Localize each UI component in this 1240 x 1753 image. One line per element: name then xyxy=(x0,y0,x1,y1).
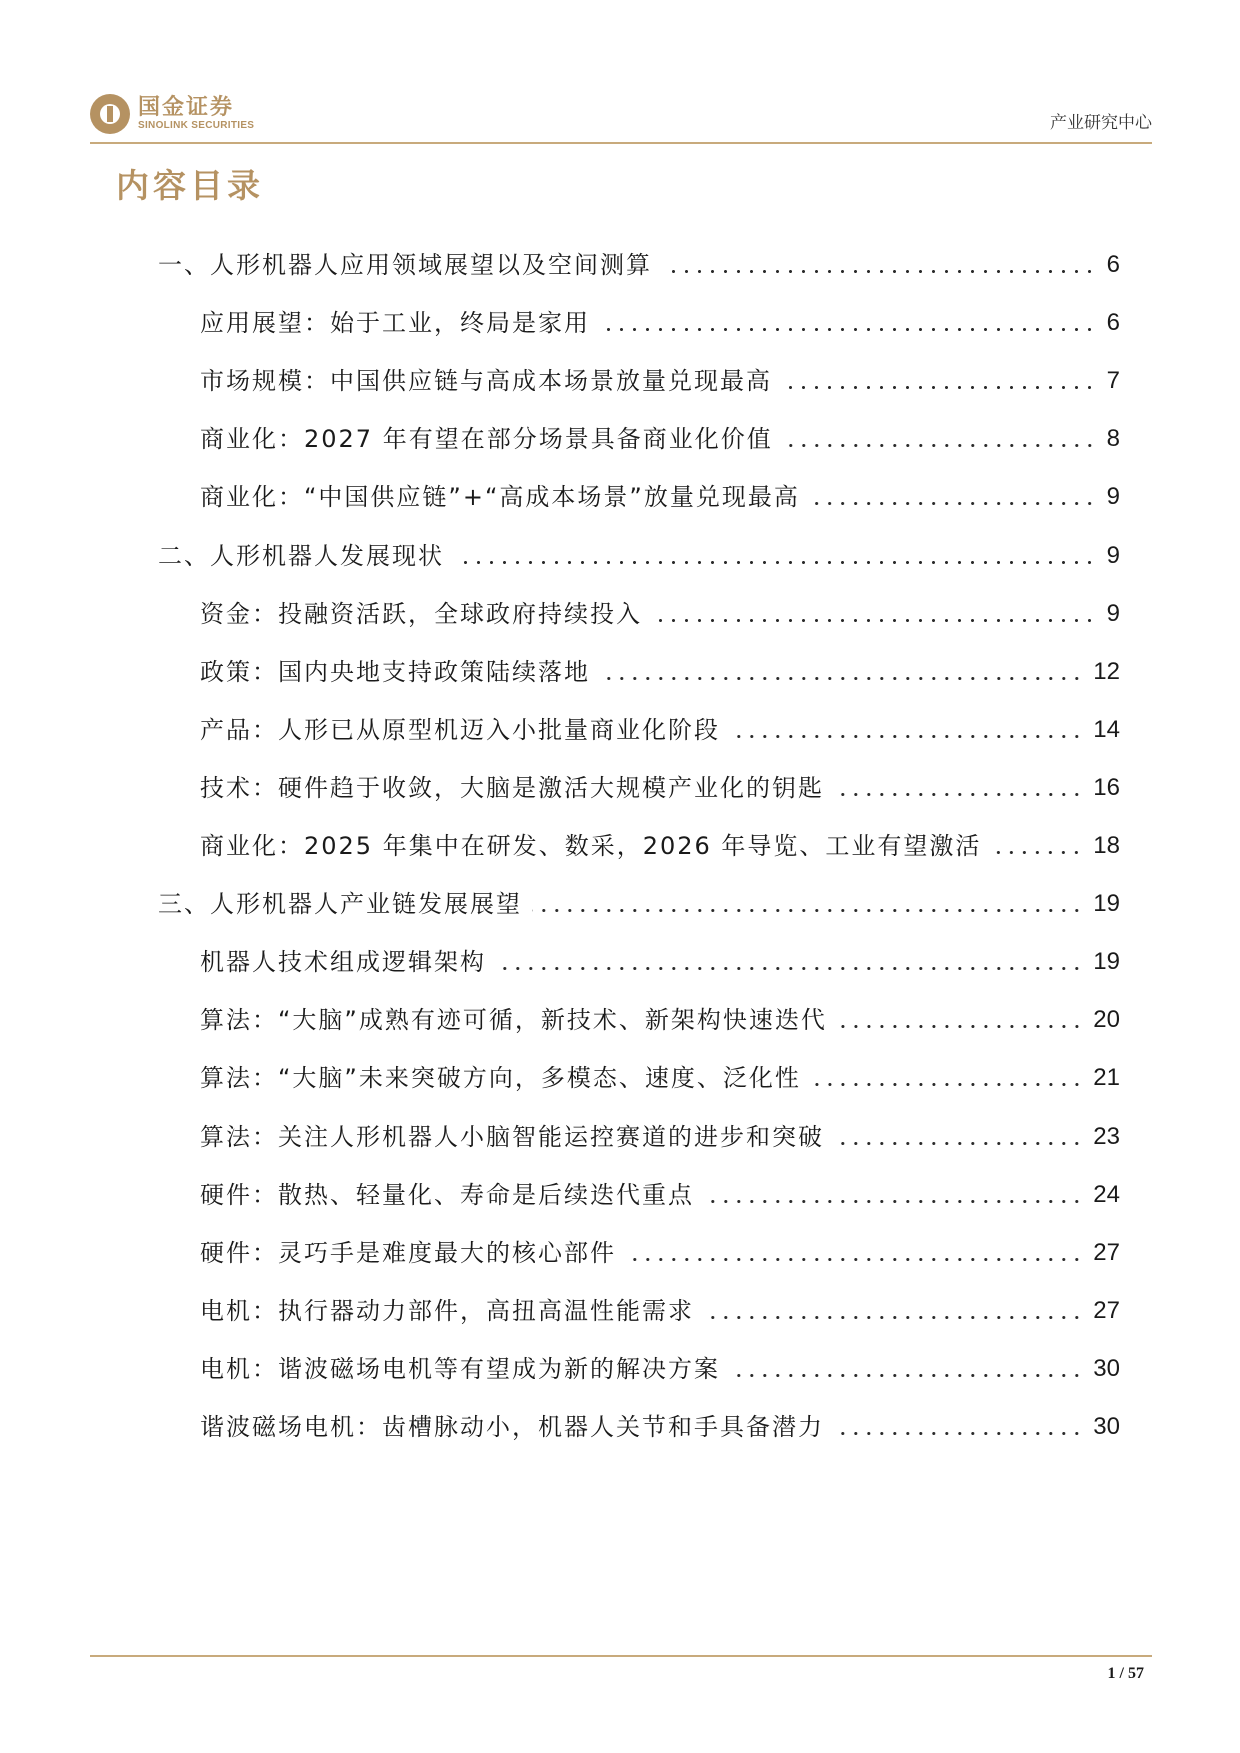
toc-page-number: 12 xyxy=(1093,658,1120,685)
toc-page-number: 21 xyxy=(1093,1064,1120,1091)
toc-page-number: 20 xyxy=(1093,1006,1120,1033)
toc-subsection-entry[interactable] xyxy=(200,1402,1120,1442)
toc-dot-leader xyxy=(454,561,1096,564)
toc-section-entry[interactable] xyxy=(158,531,1120,571)
toc-page-number: 24 xyxy=(1093,1181,1120,1208)
toc-subsection-entry[interactable] xyxy=(200,589,1120,629)
toc-entry-title: 硬件：灵巧手是难度最大的核心部件 xyxy=(200,1239,616,1267)
toc-entry-title: 电机：谐波磁场电机等有望成为新的解决方案 xyxy=(200,1355,720,1383)
toc-entry-title: 商业化：2025 年集中在研发、数采，2026 年导览、工业有望激活 xyxy=(200,832,982,860)
toc-page-number: 9 xyxy=(1106,600,1120,627)
toc-page-number: 30 xyxy=(1093,1355,1120,1382)
toc-entry-title: 三、人形机器人产业链发展展望 xyxy=(158,890,522,918)
toc-subsection-entry[interactable] xyxy=(200,705,1120,745)
footer-divider xyxy=(90,1655,1152,1657)
toc-subsection-entry[interactable] xyxy=(200,821,1120,861)
toc-dot-leader xyxy=(704,1316,1083,1319)
toc-entry-title: 商业化：2027 年有望在部分场景具备商业化价值 xyxy=(200,425,773,453)
toc-page-number: 23 xyxy=(1093,1123,1120,1150)
toc-entry-title: 一、人形机器人应用领域展望以及空间测算 xyxy=(158,251,652,279)
header-divider xyxy=(90,142,1152,144)
toc-entry-title: 政策：国内央地支持政策陆续落地 xyxy=(200,658,590,686)
logo-english-name: SINOLINK SECURITIES xyxy=(138,120,255,131)
toc-dot-leader xyxy=(652,619,1096,622)
toc-subsection-entry[interactable] xyxy=(200,647,1120,687)
toc-dot-leader xyxy=(991,851,1083,854)
toc-subsection-entry[interactable] xyxy=(200,1112,1120,1152)
toc-subsection-entry[interactable] xyxy=(200,1286,1120,1326)
toc-title: 内容目录 xyxy=(116,166,264,205)
toc-entry-title: 市场规模：中国供应链与高成本场景放量兑现最高 xyxy=(200,367,772,395)
toc-page-number: 30 xyxy=(1093,1413,1120,1440)
logo-emblem-icon xyxy=(90,94,130,134)
toc-subsection-entry[interactable] xyxy=(200,414,1120,454)
toc-entry-title: 谐波磁场电机：齿槽脉动小，机器人关节和手具备潜力 xyxy=(200,1413,824,1441)
toc-subsection-entry[interactable] xyxy=(200,356,1120,396)
toc-page-number: 9 xyxy=(1106,542,1120,569)
toc-dot-leader xyxy=(600,677,1083,680)
toc-page-number: 9 xyxy=(1106,483,1120,510)
toc-page-number: 16 xyxy=(1093,774,1120,801)
toc-page-number: 18 xyxy=(1093,832,1120,859)
toc-entry-title: 电机：执行器动力部件，高扭高温性能需求 xyxy=(200,1297,694,1325)
toc-dot-leader xyxy=(834,1142,1083,1145)
toc-section-entry[interactable] xyxy=(158,240,1120,280)
toc-dot-leader xyxy=(704,1200,1083,1203)
toc-subsection-entry[interactable] xyxy=(200,298,1120,338)
toc-dot-leader xyxy=(626,1258,1083,1261)
logo-chinese-name: 国金证券 xyxy=(138,95,235,120)
toc-dot-leader xyxy=(834,793,1083,796)
toc-dot-leader xyxy=(532,909,1083,912)
toc-section-entry[interactable] xyxy=(158,879,1120,919)
toc-page-number: 6 xyxy=(1106,309,1120,336)
toc-entry-title: 算法：“大脑”成熟有迹可循，新技术、新架构快速迭代 xyxy=(200,1006,827,1034)
toc-entry-title: 硬件：散热、轻量化、寿命是后续迭代重点 xyxy=(200,1181,694,1209)
toc-entry-title: 产品：人形已从原型机迈入小批量商业化阶段 xyxy=(200,716,720,744)
page-header xyxy=(90,86,1152,142)
toc-dot-leader xyxy=(783,444,1096,447)
toc-subsection-entry[interactable] xyxy=(200,1053,1120,1093)
toc-dot-leader xyxy=(811,1083,1083,1086)
toc-entry-title: 资金：投融资活跃，全球政府持续投入 xyxy=(200,600,642,628)
toc-page-number: 14 xyxy=(1093,716,1120,743)
toc-dot-leader xyxy=(782,386,1096,389)
toc-dot-leader xyxy=(496,967,1083,970)
toc-dot-leader xyxy=(600,328,1096,331)
toc-subsection-entry[interactable] xyxy=(200,1344,1120,1384)
toc-dot-leader xyxy=(730,1374,1083,1377)
toc-page-number: 27 xyxy=(1093,1239,1120,1266)
page-number: 1 / 57 xyxy=(1107,1665,1144,1682)
toc-page-number: 19 xyxy=(1093,890,1120,917)
toc-dot-leader xyxy=(662,270,1096,273)
toc-entry-title: 商业化：“中国供应链”+“高成本场景”放量兑现最高 xyxy=(200,483,800,511)
toc-page-number: 7 xyxy=(1106,367,1120,394)
toc-dot-leader xyxy=(730,735,1083,738)
toc-entry-title: 机器人技术组成逻辑架构 xyxy=(200,948,486,976)
toc-dot-leader xyxy=(834,1432,1083,1435)
toc-page-number: 19 xyxy=(1093,948,1120,975)
toc-subsection-entry[interactable] xyxy=(200,937,1120,977)
toc-dot-leader xyxy=(810,502,1096,505)
toc-page-number: 8 xyxy=(1106,425,1120,452)
toc-dot-leader xyxy=(837,1025,1083,1028)
toc-entry-title: 二、人形机器人发展现状 xyxy=(158,542,444,570)
department-label: 产业研究中心 xyxy=(1050,113,1152,133)
toc-entry-title: 技术：硬件趋于收敛，大脑是激活大规模产业化的钥匙 xyxy=(200,774,824,802)
toc-page-number: 27 xyxy=(1093,1297,1120,1324)
company-logo xyxy=(90,92,254,136)
toc-page-number: 6 xyxy=(1106,251,1120,278)
toc-subsection-entry[interactable] xyxy=(200,1228,1120,1268)
toc-subsection-entry[interactable] xyxy=(200,763,1120,803)
toc-subsection-entry[interactable] xyxy=(200,1170,1120,1210)
toc-entry-title: 算法：“大脑”未来突破方向，多模态、速度、泛化性 xyxy=(200,1064,801,1092)
toc-subsection-entry[interactable] xyxy=(200,472,1120,512)
toc-entry-title: 应用展望：始于工业，终局是家用 xyxy=(200,309,590,337)
toc-subsection-entry[interactable] xyxy=(200,995,1120,1035)
toc-entry-title: 算法：关注人形机器人小脑智能运控赛道的进步和突破 xyxy=(200,1123,824,1151)
